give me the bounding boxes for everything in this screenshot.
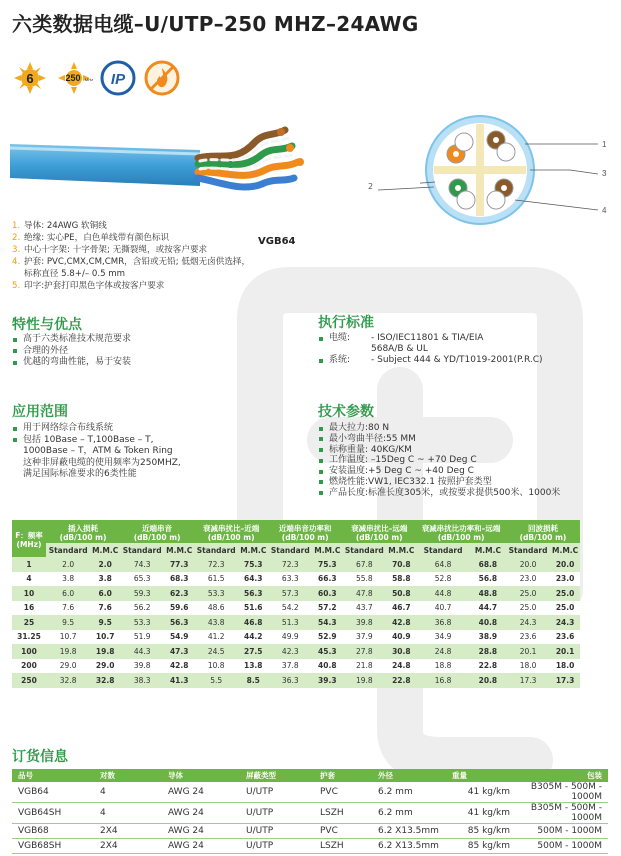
- value-cell: 68.8: [470, 557, 506, 572]
- order-cell: 85 kg/km: [446, 839, 516, 854]
- value-cell: 25.0: [550, 586, 580, 601]
- order-cell: AWG 24: [162, 839, 240, 854]
- spec-item: [12, 280, 252, 292]
- sub-header: M.M.C: [238, 543, 268, 557]
- value-cell: 18.0: [550, 659, 580, 674]
- value-cell: 65.3: [120, 572, 164, 587]
- tech-item: 最大拉力:80 N: [318, 423, 608, 434]
- value-cell: 56.3: [238, 586, 268, 601]
- order-cell: AWG 24: [162, 803, 240, 824]
- spec-item: [12, 220, 252, 232]
- value-cell: 20.0: [550, 557, 580, 572]
- perf-row: [12, 659, 580, 674]
- value-cell: 58.8: [386, 572, 416, 587]
- value-cell: 20.8: [470, 673, 506, 688]
- value-cell: 44.7: [470, 601, 506, 616]
- spec-list: [12, 220, 252, 292]
- cat6-text: 6: [26, 71, 34, 86]
- sub-header: Standard: [120, 543, 164, 557]
- value-cell: 41.2: [194, 630, 238, 645]
- order-cell: 2X4: [94, 824, 162, 839]
- spec-number: 5.: [12, 281, 21, 291]
- spec-text: 导体: 24AWG 软铜线: [24, 221, 107, 231]
- value-cell: 47.8: [342, 586, 386, 601]
- value-cell: 51.9: [120, 630, 164, 645]
- tech-list: [318, 423, 608, 499]
- value-cell: 32.8: [46, 673, 90, 688]
- freq-header: F：频率 (MHz): [12, 520, 46, 557]
- sub-header: M.M.C: [470, 543, 506, 557]
- value-cell: 23.6: [506, 630, 550, 645]
- page-title: 六类数据电缆–U/UTP–250 MHZ–24AWG: [12, 12, 419, 36]
- xsec-leader-2: [374, 184, 434, 194]
- group-header: 近端串音 (dB/100 m): [120, 520, 194, 543]
- value-cell: 24.5: [194, 644, 238, 659]
- value-cell: 34.9: [416, 630, 470, 645]
- standard-label: 系统:: [329, 355, 351, 365]
- spec-text: 印字:护套打印黑色字体或按客户要求: [24, 281, 165, 291]
- value-cell: 75.3: [312, 557, 342, 572]
- order-cell: 2X4: [94, 839, 162, 854]
- sub-header: Standard: [416, 543, 470, 557]
- value-cell: 23.6: [550, 630, 580, 645]
- value-cell: 19.8: [342, 673, 386, 688]
- value-cell: 18.8: [416, 659, 470, 674]
- value-cell: 18.0: [506, 659, 550, 674]
- spec-number: 4.: [12, 257, 21, 267]
- order-cell: 4: [94, 803, 162, 824]
- order-cell: 500M - 1000M: [516, 824, 608, 839]
- value-cell: 20.1: [550, 644, 580, 659]
- value-cell: 20.1: [506, 644, 550, 659]
- order-cell: U/UTP: [240, 782, 314, 803]
- performance-table: [12, 520, 580, 688]
- ip-icon: [100, 60, 136, 96]
- value-cell: 46.8: [238, 615, 268, 630]
- value-cell: 57.3: [268, 586, 312, 601]
- value-cell: 25.0: [506, 601, 550, 616]
- perf-row: [12, 586, 580, 601]
- freq-cell: 10: [12, 586, 46, 601]
- spec-item: [12, 232, 252, 244]
- order-cell: PVC: [314, 782, 372, 803]
- order-header: 屏蔽类型: [240, 769, 314, 782]
- sub-header: M.M.C: [550, 543, 580, 557]
- value-cell: 25.0: [550, 601, 580, 616]
- order-cell: VGB68: [12, 824, 94, 839]
- value-cell: 48.8: [470, 586, 506, 601]
- group-header: 衰减串扰比–远端 (dB/100 m): [342, 520, 416, 543]
- value-cell: 59.3: [120, 586, 164, 601]
- order-cell: 6.2 X13.5mm: [372, 824, 446, 839]
- value-cell: 32.8: [90, 673, 120, 688]
- value-cell: 3.8: [90, 572, 120, 587]
- spec-text: 护套: PVC,CMX,CM,CMR，含铅或无铅; 低烟无卤供选择，标称直径 5.8+/– 0.5 mm: [24, 257, 251, 279]
- value-cell: 55.8: [342, 572, 386, 587]
- xsec-label-2: 2: [368, 182, 374, 191]
- product-model: VGB64: [258, 236, 296, 247]
- feature-item: 优越的弯曲性能，易于安装: [12, 357, 292, 369]
- order-cell: B305M - 500M - 1000M: [516, 782, 608, 803]
- value-cell: 67.8: [342, 557, 386, 572]
- order-cell: VGB64: [12, 782, 94, 803]
- value-cell: 47.3: [164, 644, 194, 659]
- value-cell: 29.0: [90, 659, 120, 674]
- spec-item: [12, 244, 252, 256]
- value-cell: 50.8: [386, 586, 416, 601]
- value-cell: 7.6: [90, 601, 120, 616]
- value-cell: 6.0: [46, 586, 90, 601]
- value-cell: 8.5: [238, 673, 268, 688]
- value-cell: 40.7: [416, 601, 470, 616]
- value-cell: 22.8: [386, 673, 416, 688]
- value-cell: 46.7: [386, 601, 416, 616]
- value-cell: 19.8: [46, 644, 90, 659]
- tech-item: 燃烧性能:VW1, IEC332.1 按照护套类型: [318, 477, 608, 488]
- cable-cross-section: [420, 110, 620, 230]
- standard-label: 电缆:: [329, 333, 351, 343]
- order-header: 护套: [314, 769, 372, 782]
- value-cell: 3.8: [46, 572, 90, 587]
- spec-number: 2.: [12, 233, 21, 243]
- value-cell: 39.8: [342, 615, 386, 630]
- order-header: 重量: [446, 769, 516, 782]
- value-cell: 24.8: [386, 659, 416, 674]
- value-cell: 57.2: [312, 601, 342, 616]
- tech-item: 安装温度:+5 Deg C ~ +40 Deg C: [318, 466, 608, 477]
- order-row: [12, 803, 608, 824]
- value-cell: 22.8: [470, 659, 506, 674]
- value-cell: 44.3: [120, 644, 164, 659]
- freq-cell: 200: [12, 659, 46, 674]
- applications-title: 应用范围: [12, 404, 68, 420]
- value-cell: 59.6: [164, 601, 194, 616]
- value-cell: 2.0: [90, 557, 120, 572]
- standard-value: - Subject 444 & YD/T1019-2001(P.R.C): [371, 355, 543, 365]
- freq-cell: 100: [12, 644, 46, 659]
- sub-header: Standard: [46, 543, 90, 557]
- value-cell: 66.3: [312, 572, 342, 587]
- applications-list: [12, 423, 292, 481]
- order-cell: LSZH: [314, 803, 372, 824]
- order-cell: B305M - 500M - 1000M: [516, 803, 608, 824]
- order-header: 包装: [516, 769, 608, 782]
- value-cell: 54.3: [312, 615, 342, 630]
- sub-header: M.M.C: [164, 543, 194, 557]
- spec-item: [12, 256, 252, 280]
- spec-text: 中心十字架: 十字骨架; 无撕裂绳，或按客户要求: [24, 245, 208, 255]
- value-cell: 51.3: [268, 615, 312, 630]
- freq-cell: 250: [12, 673, 46, 688]
- value-cell: 10.7: [46, 630, 90, 645]
- perf-row: [12, 630, 580, 645]
- value-cell: 10.7: [90, 630, 120, 645]
- perf-row: [12, 673, 580, 688]
- value-cell: 40.8: [312, 659, 342, 674]
- sub-header: M.M.C: [386, 543, 416, 557]
- order-cell: U/UTP: [240, 803, 314, 824]
- value-cell: 63.3: [268, 572, 312, 587]
- order-cell: 41 kg/km: [446, 803, 516, 824]
- standard-item: [318, 333, 543, 355]
- order-cell: 6.2 mm: [372, 782, 446, 803]
- sub-header: Standard: [506, 543, 550, 557]
- value-cell: 24.3: [506, 615, 550, 630]
- perf-row: [12, 572, 580, 587]
- order-row: [12, 782, 608, 803]
- value-cell: 52.8: [416, 572, 470, 587]
- xsec-label-1: 1: [602, 140, 607, 149]
- frequency-text: 250: [65, 73, 81, 83]
- order-cell: 500M - 1000M: [516, 839, 608, 854]
- value-cell: 64.3: [238, 572, 268, 587]
- value-cell: 5.5: [194, 673, 238, 688]
- group-header: 衰减串扰比–近端 (dB/100 m): [194, 520, 268, 543]
- group-header: 近端串音功率和 (dB/100 m): [268, 520, 342, 543]
- value-cell: 38.3: [120, 673, 164, 688]
- value-cell: 40.8: [470, 615, 506, 630]
- order-cell: 41 kg/km: [446, 782, 516, 803]
- value-cell: 10.8: [194, 659, 238, 674]
- order-row: [12, 824, 608, 839]
- order-cell: U/UTP: [240, 824, 314, 839]
- perf-row: [12, 601, 580, 616]
- freq-cell: 31.25: [12, 630, 46, 645]
- value-cell: 52.9: [312, 630, 342, 645]
- order-cell: U/UTP: [240, 839, 314, 854]
- value-cell: 16.8: [416, 673, 470, 688]
- value-cell: 19.8: [90, 644, 120, 659]
- value-cell: 56.3: [164, 615, 194, 630]
- value-cell: 72.3: [194, 557, 238, 572]
- value-cell: 51.6: [238, 601, 268, 616]
- value-cell: 2.0: [46, 557, 90, 572]
- group-header: 回波损耗 (dB/100 m): [506, 520, 580, 543]
- perf-row: [12, 615, 580, 630]
- sub-header: M.M.C: [90, 543, 120, 557]
- tech-title: 技术参数: [318, 404, 374, 420]
- tech-item: 最小弯曲半径:55 MM: [318, 434, 608, 445]
- value-cell: 72.3: [268, 557, 312, 572]
- tech-item: 标称重量: 40KG/KM: [318, 445, 608, 456]
- order-table: [12, 769, 608, 854]
- freq-cell: 16: [12, 601, 46, 616]
- value-cell: 30.8: [386, 644, 416, 659]
- freq-cell: 1: [12, 557, 46, 572]
- order-cell: AWG 24: [162, 824, 240, 839]
- spec-text: 绝缘: 实心PE，白色单线带有颜色标识: [24, 233, 170, 243]
- value-cell: 56.2: [120, 601, 164, 616]
- order-header: 导体: [162, 769, 240, 782]
- order-cell: VGB68SH: [12, 839, 94, 854]
- value-cell: 44.8: [416, 586, 470, 601]
- value-cell: 48.6: [194, 601, 238, 616]
- value-cell: 36.8: [416, 615, 470, 630]
- value-cell: 21.8: [342, 659, 386, 674]
- order-header: 外径: [372, 769, 446, 782]
- value-cell: 39.3: [312, 673, 342, 688]
- frequency-icon: [56, 60, 92, 96]
- freq-cell: 25: [12, 615, 46, 630]
- sub-header: Standard: [342, 543, 386, 557]
- value-cell: 41.3: [164, 673, 194, 688]
- value-cell: 74.3: [120, 557, 164, 572]
- value-cell: 9.5: [90, 615, 120, 630]
- value-cell: 7.6: [46, 601, 90, 616]
- value-cell: 27.8: [342, 644, 386, 659]
- value-cell: 56.8: [470, 572, 506, 587]
- features-title: 特性与优点: [12, 317, 82, 333]
- standard-item: [318, 355, 543, 366]
- value-cell: 36.3: [268, 673, 312, 688]
- value-cell: 75.3: [238, 557, 268, 572]
- value-cell: 27.5: [238, 644, 268, 659]
- group-header: 衰减串扰比功率和–远端 (dB/100 m): [416, 520, 506, 543]
- flame-icon: [144, 60, 180, 96]
- value-cell: 40.9: [386, 630, 416, 645]
- value-cell: 37.9: [342, 630, 386, 645]
- spec-number: 3.: [12, 245, 21, 255]
- value-cell: 28.8: [470, 644, 506, 659]
- standard-value: - ISO/IEC11801 & TIA/EIA 568A/B & UL: [371, 333, 484, 354]
- order-cell: LSZH: [314, 839, 372, 854]
- standards-list: [318, 333, 543, 366]
- order-title: 订货信息: [12, 749, 68, 765]
- order-cell: AWG 24: [162, 782, 240, 803]
- sub-header: Standard: [268, 543, 312, 557]
- value-cell: 64.8: [416, 557, 470, 572]
- value-cell: 61.5: [194, 572, 238, 587]
- value-cell: 9.5: [46, 615, 90, 630]
- value-cell: 17.3: [506, 673, 550, 688]
- value-cell: 6.0: [90, 586, 120, 601]
- value-cell: 17.3: [550, 673, 580, 688]
- order-header: 对数: [94, 769, 162, 782]
- order-row: [12, 839, 608, 854]
- value-cell: 42.3: [268, 644, 312, 659]
- feature-item: 合理的外径: [12, 346, 292, 358]
- value-cell: 62.3: [164, 586, 194, 601]
- application-item: 用于网络综合布线系统: [12, 423, 292, 435]
- value-cell: 37.8: [268, 659, 312, 674]
- value-cell: 29.0: [46, 659, 90, 674]
- value-cell: 42.8: [386, 615, 416, 630]
- value-cell: 20.0: [506, 557, 550, 572]
- value-cell: 49.9: [268, 630, 312, 645]
- value-cell: 42.8: [164, 659, 194, 674]
- ip-text: IP: [110, 71, 126, 88]
- frequency-unit: MHz: [84, 77, 94, 82]
- feature-item: 高于六类标准技术规范要求: [12, 334, 292, 346]
- order-cell: 85 kg/km: [446, 824, 516, 839]
- perf-row: [12, 644, 580, 659]
- sub-header: M.M.C: [312, 543, 342, 557]
- value-cell: 77.3: [164, 557, 194, 572]
- xsec-label-3: 3: [602, 169, 607, 178]
- order-cell: 4: [94, 782, 162, 803]
- value-cell: 38.9: [470, 630, 506, 645]
- perf-row: [12, 557, 580, 572]
- value-cell: 24.3: [550, 615, 580, 630]
- order-header: 品号: [12, 769, 94, 782]
- value-cell: 45.3: [312, 644, 342, 659]
- value-cell: 24.8: [416, 644, 470, 659]
- tech-item: 产品长度:标准长度305米，或按要求提供500米、1000米: [318, 488, 608, 499]
- group-header: 插入损耗 (dB/100 m): [46, 520, 120, 543]
- standards-title: 执行标准: [318, 315, 374, 331]
- value-cell: 39.8: [120, 659, 164, 674]
- feature-badges: [12, 60, 180, 96]
- sub-header: Standard: [194, 543, 238, 557]
- value-cell: 23.0: [506, 572, 550, 587]
- value-cell: 43.7: [342, 601, 386, 616]
- value-cell: 68.3: [164, 572, 194, 587]
- value-cell: 54.2: [268, 601, 312, 616]
- value-cell: 53.3: [194, 586, 238, 601]
- freq-cell: 4: [12, 572, 46, 587]
- spec-number: 1.: [12, 221, 21, 231]
- tech-item: 工作温度: –15Deg C ~ +70 Deg C: [318, 455, 608, 466]
- value-cell: 70.8: [386, 557, 416, 572]
- value-cell: 60.3: [312, 586, 342, 601]
- order-cell: VGB64SH: [12, 803, 94, 824]
- value-cell: 23.0: [550, 572, 580, 587]
- value-cell: 13.8: [238, 659, 268, 674]
- application-item: 包括 10Base – T,100Base – T, 1000Base – T，ATM & Token Ring 这种非屏蔽电缆的使用频率为250MHZ, 满足国际标准要求的6类性能: [12, 435, 292, 481]
- cable-illustration: [10, 112, 310, 212]
- order-cell: 6.2 X13.5mm: [372, 839, 446, 854]
- value-cell: 54.9: [164, 630, 194, 645]
- value-cell: 25.0: [506, 586, 550, 601]
- features-list: [12, 334, 292, 369]
- order-cell: 6.2 mm: [372, 803, 446, 824]
- value-cell: 43.8: [194, 615, 238, 630]
- cat6-icon: [12, 60, 48, 96]
- value-cell: 53.3: [120, 615, 164, 630]
- xsec-label-4: 4: [602, 206, 607, 215]
- value-cell: 44.2: [238, 630, 268, 645]
- order-cell: PVC: [314, 824, 372, 839]
